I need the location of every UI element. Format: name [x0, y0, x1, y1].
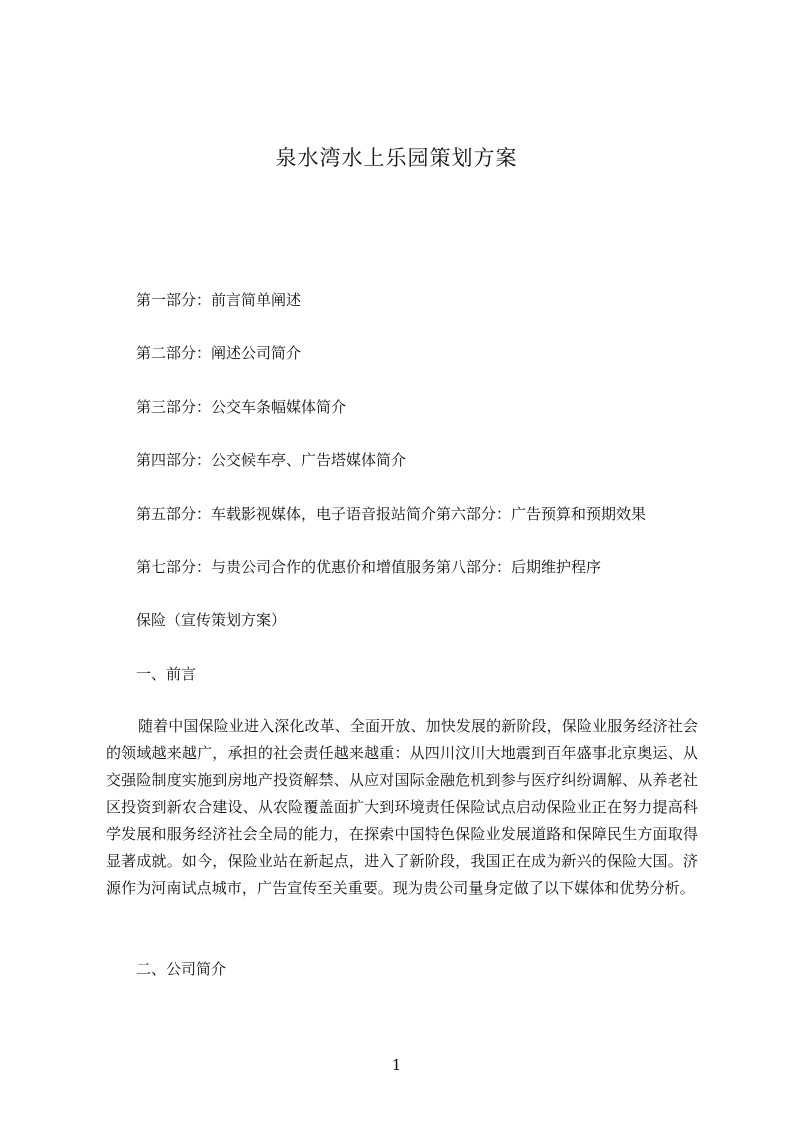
page-number: 1 — [391, 1056, 402, 1074]
section-heading-company-profile: 二、公司简介 — [136, 960, 227, 978]
toc-item-part-2: 第二部分：阐述公司简介 — [136, 344, 302, 362]
document-subtitle: 保险（宣传策划方案） — [136, 611, 287, 629]
toc-item-part-1: 第一部分：前言简单阐述 — [136, 291, 302, 309]
toc-item-part-5-6: 第五部分：车载影视媒体，电子语音报站简介第六部分：广告预算和预期效果 — [136, 505, 647, 523]
toc-item-part-7-8: 第七部分：与贵公司合作的优惠价和增值服务第八部分：后期维护程序 — [136, 558, 602, 576]
toc-item-part-3: 第三部分：公交车条幅媒体简介 — [136, 398, 347, 416]
preface-paragraph: 随着中国保险业进入深化改革、全面开放、加快发展的新阶段，保险业服务经济社会的领域越来越广，承担的社会责任越来越重：从四川汶川大地震到百年盛事北京奥运、从交强险制度实施到房地产投资解禁、从应对国际金融危机到参与医疗纠纷调解、从养老社区投资到新农合建设、从农险覆盖面扩大到环境责任保险试点启动保险业正在努力提高科学发展和服务经济社会全局的能力，在探索中国特色保险业发展道路和保障民生方面取得显著成就。如今，保险业站在新起点，进入了新阶段，我国正在成为新兴的保险大国。济源作为河南试点城市，广告宣传至关重要。现为贵公司量身定做了以下媒体和优势分析。 — [106, 717, 698, 897]
document-title: 泉水湾水上乐园策划方案 — [275, 146, 518, 170]
section-heading-preface: 一、前言 — [136, 665, 197, 683]
toc-item-part-4: 第四部分：公交候车亭、广告塔媒体简介 — [136, 451, 407, 469]
